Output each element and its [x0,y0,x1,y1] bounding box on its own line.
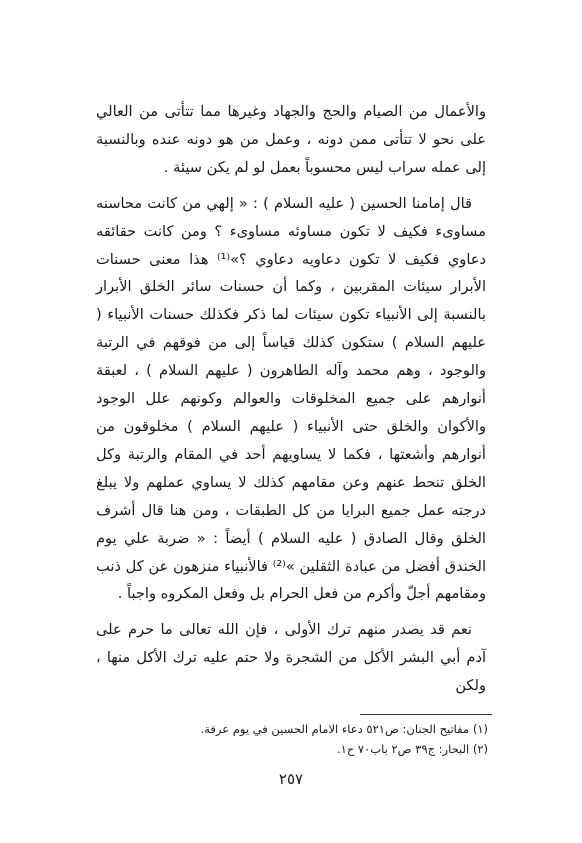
footnote-1: (١) مفاتيح الجنان: ص٥٢١ دعاء الامام الحسين في يوم عرفة. [200,722,488,736]
page-number: ٢٥٧ [278,770,304,788]
paragraph-2: قال إمامنا الحسين ( عليه السلام ) : « إلهي من كانت محاسنه مساوىء فكيف لا تكون مساوئه مساوىء ؟ ومن كانت حقائقه دعاوي فكيف لا تكون دعاويه دعاوي ؟»⁽¹⁾ هذا معنى حسنات الأبرار سيئات المقربين ، وكما أن حسنات سائر الخلق الأبرار بالنسبة إلى الأنبياء تكون سيئات لما ذكر فكذلك حسنات الأنبياء ( عليهم السلام ) ستكون كذلك قياساً إلى من فوقهم في الرتبة والوجود ، وهم محمد وآله الطاهرون ( عليهم السلام ) ، لعبقة أنوارهم على جميع المخلوقات والعوالم وكونهم علل الوجود والأكوان والخلق حتى الأنبياء ( عليهم السلام ) مخلوقون من أنوارهم وأشعتها ، فكما لا يساويهم أحد في المقام والرتبة وكل الخلق تنحط عنهم وعن مقامهم كذلك لا يساوي عملهم ولا يبلغ درجته عمل جميع البرايا من كل الطبقات ، ومن هنا قال أشرف الخلق وقال الصادق ( عليه السلام ) أيضاً : « ضربة علي يوم الخندق أفضل من عبادة الثقلين »⁽²⁾ فالأنبياء منزهون عن كل ذنب ومقامهم أجلّ وأكرم من فعل الحرام بل وفعل المكروه واجباً . [96,194,487,603]
main-text [96,98,486,700]
footnote-2: (٢) البحار: ج٣٩ ص٢ باب٧٠ ح١. [336,742,488,756]
footnotes [150,719,488,759]
paragraph-3: نعم قد يصدر منهم ترك الأولى ، فإن الله تعالى ما حرم على آدم أبي البشر الأكل من الشجرة ولا حتم عليه ترك الأكل منها ، ولكن [96,621,486,695]
footnote-divider [360,714,492,715]
paragraph-1: والأعمال من الصيام والحج والجهاد وغيرها مما تتأتى من العالي على نحو لا تتأتى ممن دونه ، وعمل من هو دونه عنده وبالنسبة إلى عمله سراب ليس محسوباً بعمل لو لم يكن سيئة . [96,103,486,176]
